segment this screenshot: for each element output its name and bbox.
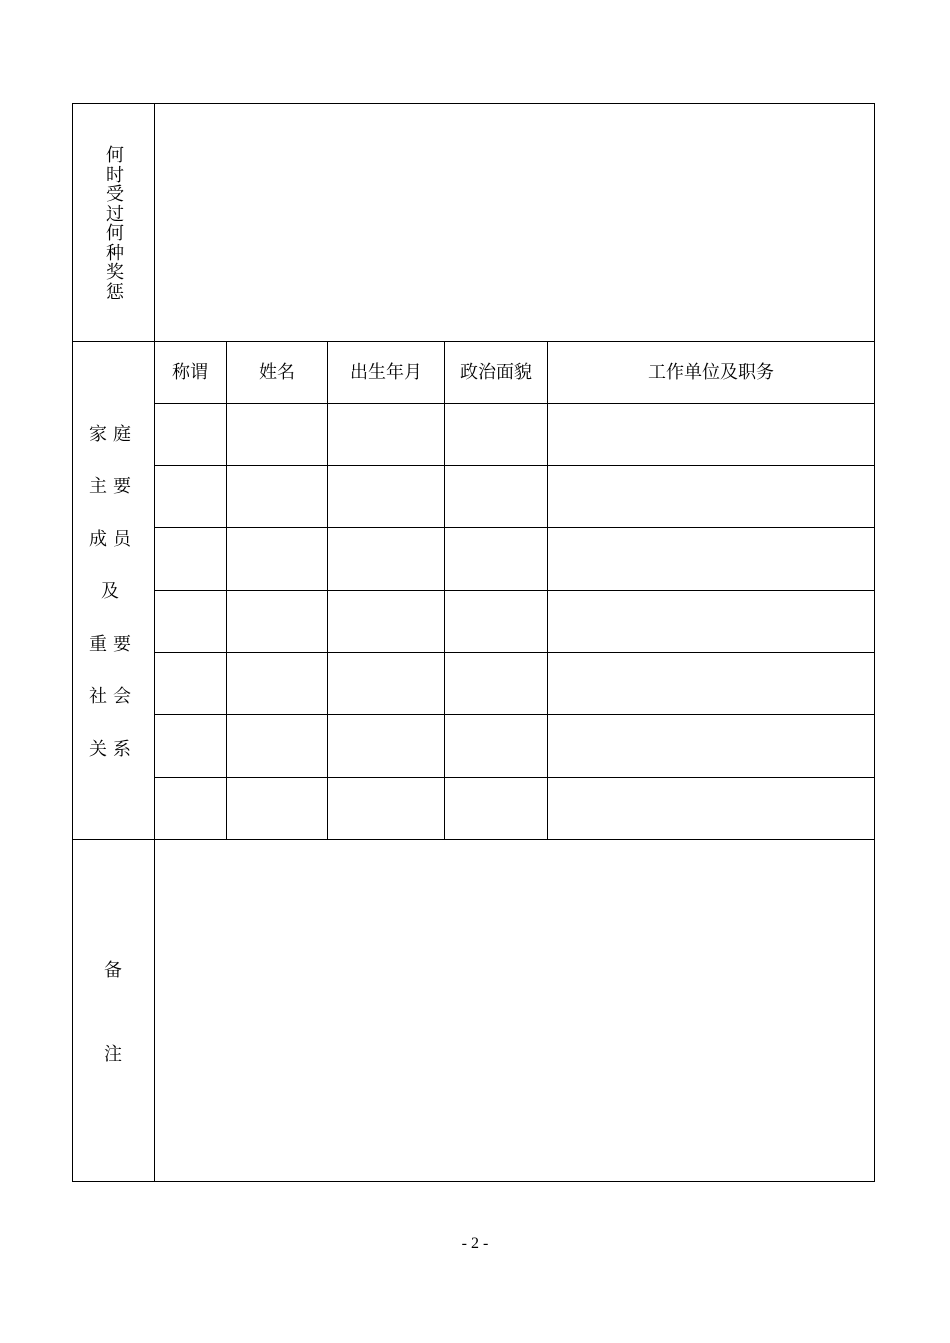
family-label-line: 社会 <box>89 686 137 707</box>
table-row[interactable] <box>155 778 874 839</box>
table-bottom-border <box>72 1181 875 1182</box>
awards-label-char: 何 <box>106 223 124 244</box>
awards-label-char: 种 <box>106 242 124 264</box>
header-political-status: 政治面貌 <box>460 362 532 383</box>
header-employer-position: 工作单位及职务 <box>648 362 774 383</box>
header-name: 姓名 <box>259 362 295 383</box>
awards-label-char: 奖 <box>106 262 124 283</box>
awards-content-cell[interactable] <box>155 104 874 341</box>
remarks-label-char: 备 <box>104 960 122 981</box>
table-row[interactable] <box>155 591 874 652</box>
remarks-content-cell[interactable] <box>155 840 874 1181</box>
awards-label-char: 受 <box>106 184 124 205</box>
page-number: - 2 - <box>461 1235 489 1252</box>
header-birth-date: 出生年月 <box>350 362 422 383</box>
table-right-border <box>874 103 875 1182</box>
awards-label-char: 时 <box>106 164 124 186</box>
table-row[interactable] <box>155 528 874 590</box>
awards-label-char: 何 <box>106 145 124 166</box>
table-row[interactable] <box>155 466 874 527</box>
family-label-line: 关系 <box>89 739 137 760</box>
family-label-line: 家庭 <box>89 424 137 445</box>
awards-section-divider <box>72 341 875 342</box>
header-relation: 称谓 <box>172 362 208 383</box>
awards-label-char: 过 <box>106 203 124 225</box>
family-label-line: 成员 <box>89 529 137 550</box>
awards-label <box>103 146 127 302</box>
table-row[interactable] <box>155 653 874 714</box>
family-label-line: 主要 <box>89 476 137 497</box>
awards-label-char: 惩 <box>106 281 124 303</box>
family-label-line: 及 <box>101 581 125 602</box>
family-label-line: 重要 <box>89 634 137 655</box>
family-table-body <box>155 404 874 839</box>
table-row[interactable] <box>155 715 874 777</box>
remarks-label-char: 注 <box>104 1044 122 1065</box>
table-row[interactable] <box>155 404 874 465</box>
